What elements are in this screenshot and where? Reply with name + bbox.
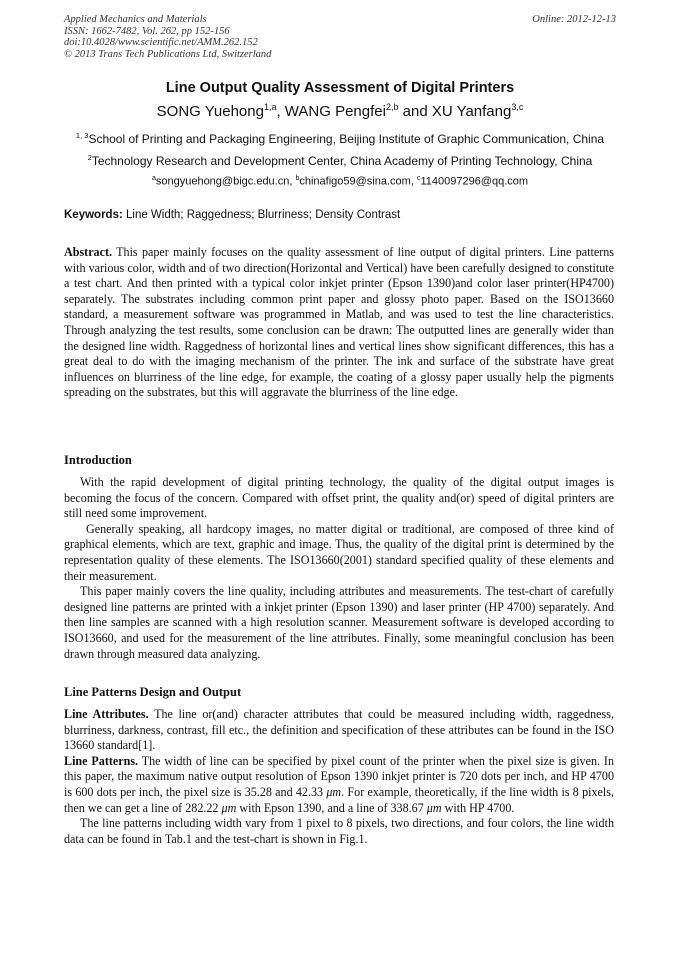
affiliation-1-text: School of Printing and Packaging Engineering, Beijing Institute of Graphic Communication, China bbox=[88, 132, 605, 146]
affiliation-2-text: Technology Research and Development Center, China Academy of Printing Technology, China bbox=[91, 154, 593, 168]
line-patterns-text-2: . For example, theoretically, if the line width is 8 pixels, then we can get a line of 282.22 bbox=[64, 784, 614, 815]
email-b-sup: b bbox=[295, 175, 300, 182]
doi-line[interactable]: doi:10.4028/www.scientific.net/AMM.262.152 bbox=[64, 37, 258, 49]
journal-name: Applied Mechanics and Materials bbox=[64, 14, 207, 25]
line-patterns-last-paragraph: The line patterns including width vary from 1 pixel to 8 pixels, two directions, and four colors, the line width data can be found in Tab.1 and the test-chart is shown in Fig.1. bbox=[64, 816, 614, 846]
email-c[interactable]: 1140097296@qq.com bbox=[420, 175, 529, 188]
keywords-label: Keywords: bbox=[64, 209, 123, 221]
unit-micrometer-2: μm bbox=[221, 800, 237, 815]
email-a-sup: a bbox=[151, 175, 156, 182]
online-date: Online: 2012-12-13 bbox=[532, 14, 616, 25]
issn-line: ISSN: 1662-7482, Vol. 262, pp 152-156 bbox=[64, 25, 230, 37]
abstract bbox=[64, 245, 614, 401]
intro-paragraph-3: This paper mainly covers the line quality, including attributes and measurements. The test-chart of carefully designed line patterns are printed with a inkjet printer (Epson 1390) and laser printer (HP 4700) separately. And then line samples are scanned with a high resolution scanner. Measurement software is developed according to ISO13660, and used for the measurement of the line attributes. Finally, some meaningful conclusion has been drawn through measured data analyzing. bbox=[64, 584, 614, 661]
line-patterns-label: Line Patterns. bbox=[64, 753, 139, 768]
keywords bbox=[64, 209, 616, 221]
paper-title: Line Output Quality Assessment of Digital Printers bbox=[165, 80, 515, 96]
abstract-text: This paper mainly focuses on the quality assessment of line output of digital printers. Line patterns with various color, width and of two direction(Horizontal and Vertical) have been carefully designed to constitute a test chart. And then printed with a typical color inkjet printer (Epson 1390)and color laser printer(HP4700) separately. The substrates including common print paper and glossy photo paper. Based on the ISO13660 standard, a measurement software was programmed in Matlab, and was used to test the line characteristics. Through analyzing the test results, some conclusion can be drawn: The outputted lines are generally wider than the designed line width. Raggedness of horizontal lines and vertical lines show significant differences, this has a great deal to do with the imaging mechanism of the printer. The ink and surface of the substrate have great influences on blurriness of the line edge, for example, the coating of a glossy paper usually help the pigments spreading on the substrates, but this will aggravate the blurriness of the line edge. bbox=[64, 245, 614, 400]
author-song: SONG Yuehong bbox=[156, 103, 264, 120]
introduction-heading: Introduction bbox=[64, 453, 132, 467]
author-xu-sup: 3,c bbox=[511, 102, 524, 112]
author-list bbox=[64, 102, 616, 120]
line-patterns-body bbox=[64, 707, 614, 847]
copyright-line: © 2013 Trans Tech Publications Ltd, Switzerland bbox=[64, 48, 272, 60]
intro-paragraph-1: With the rapid development of digital printing technology, the quality of the digital output images is becoming the focus of the concern. Compared with offset print, the quality and(or) speed of digital printers are still need some improvement. bbox=[64, 475, 614, 521]
email-c-sup: c bbox=[416, 175, 421, 182]
affiliation-2 bbox=[56, 153, 624, 168]
author-wang-sup: 2,b bbox=[385, 102, 399, 112]
line-patterns-text-3: with Epson 1390, and a line of 338.67 bbox=[236, 800, 427, 815]
author-wang: , WANG Pengfei bbox=[276, 103, 386, 120]
unit-micrometer-3: μm bbox=[426, 800, 442, 815]
author-song-sup: 1,a bbox=[263, 102, 277, 112]
keywords-text: Line Width; Raggedness; Blurriness; Density Contrast bbox=[122, 209, 401, 221]
email-a[interactable]: songyuehong@bigc.edu.cn, bbox=[155, 175, 296, 188]
author-xu: and XU Yanfang bbox=[398, 103, 512, 120]
introduction-body bbox=[64, 475, 614, 662]
journal-header bbox=[64, 14, 616, 60]
abstract-label: Abstract. bbox=[64, 245, 113, 259]
line-patterns-paragraph bbox=[64, 754, 614, 816]
email-b[interactable]: chinafigo59@sina.com, bbox=[299, 175, 417, 188]
affiliation-1-sup: 1, 3 bbox=[75, 131, 89, 140]
line-patterns-text-1: The width of line can be specified by pixel count of the printer when the pixel size is given. In this paper, the maximum native output resolution of Epson 1390 inkjet printer is 720 dots per inch, and HP 4700 is 600 dots per inch, the pixel size is 35.28 and 42.33 bbox=[64, 753, 614, 799]
intro-paragraph-2: Generally speaking, all hardcopy images, no matter digital or traditional, are composed of three kind of graphical elements, which are text, graphic and image. Thus, the quality of the digital print is determined by the representation quality of these elements. The ISO13660(2001) standard specified quality of these elements and their measurement. bbox=[64, 521, 614, 583]
affiliation-1 bbox=[56, 131, 624, 146]
line-attributes-label: Line Attributes. bbox=[64, 707, 149, 721]
line-patterns-heading: Line Patterns Design and Output bbox=[64, 685, 242, 699]
line-attributes-paragraph bbox=[64, 707, 614, 754]
unit-micrometer-1: μm bbox=[326, 784, 342, 799]
line-attributes-text: The line or(and) character attributes that could be measured including width, raggedness, blurriness, darkness, contrast, fill etc., the definition and specification of these attributes can be found in the ISO 13660 standard[1]. bbox=[64, 707, 614, 753]
affiliation-2-sup: 2 bbox=[87, 153, 92, 162]
line-patterns-text-4: with HP 4700. bbox=[441, 800, 515, 815]
email-list bbox=[64, 175, 616, 188]
